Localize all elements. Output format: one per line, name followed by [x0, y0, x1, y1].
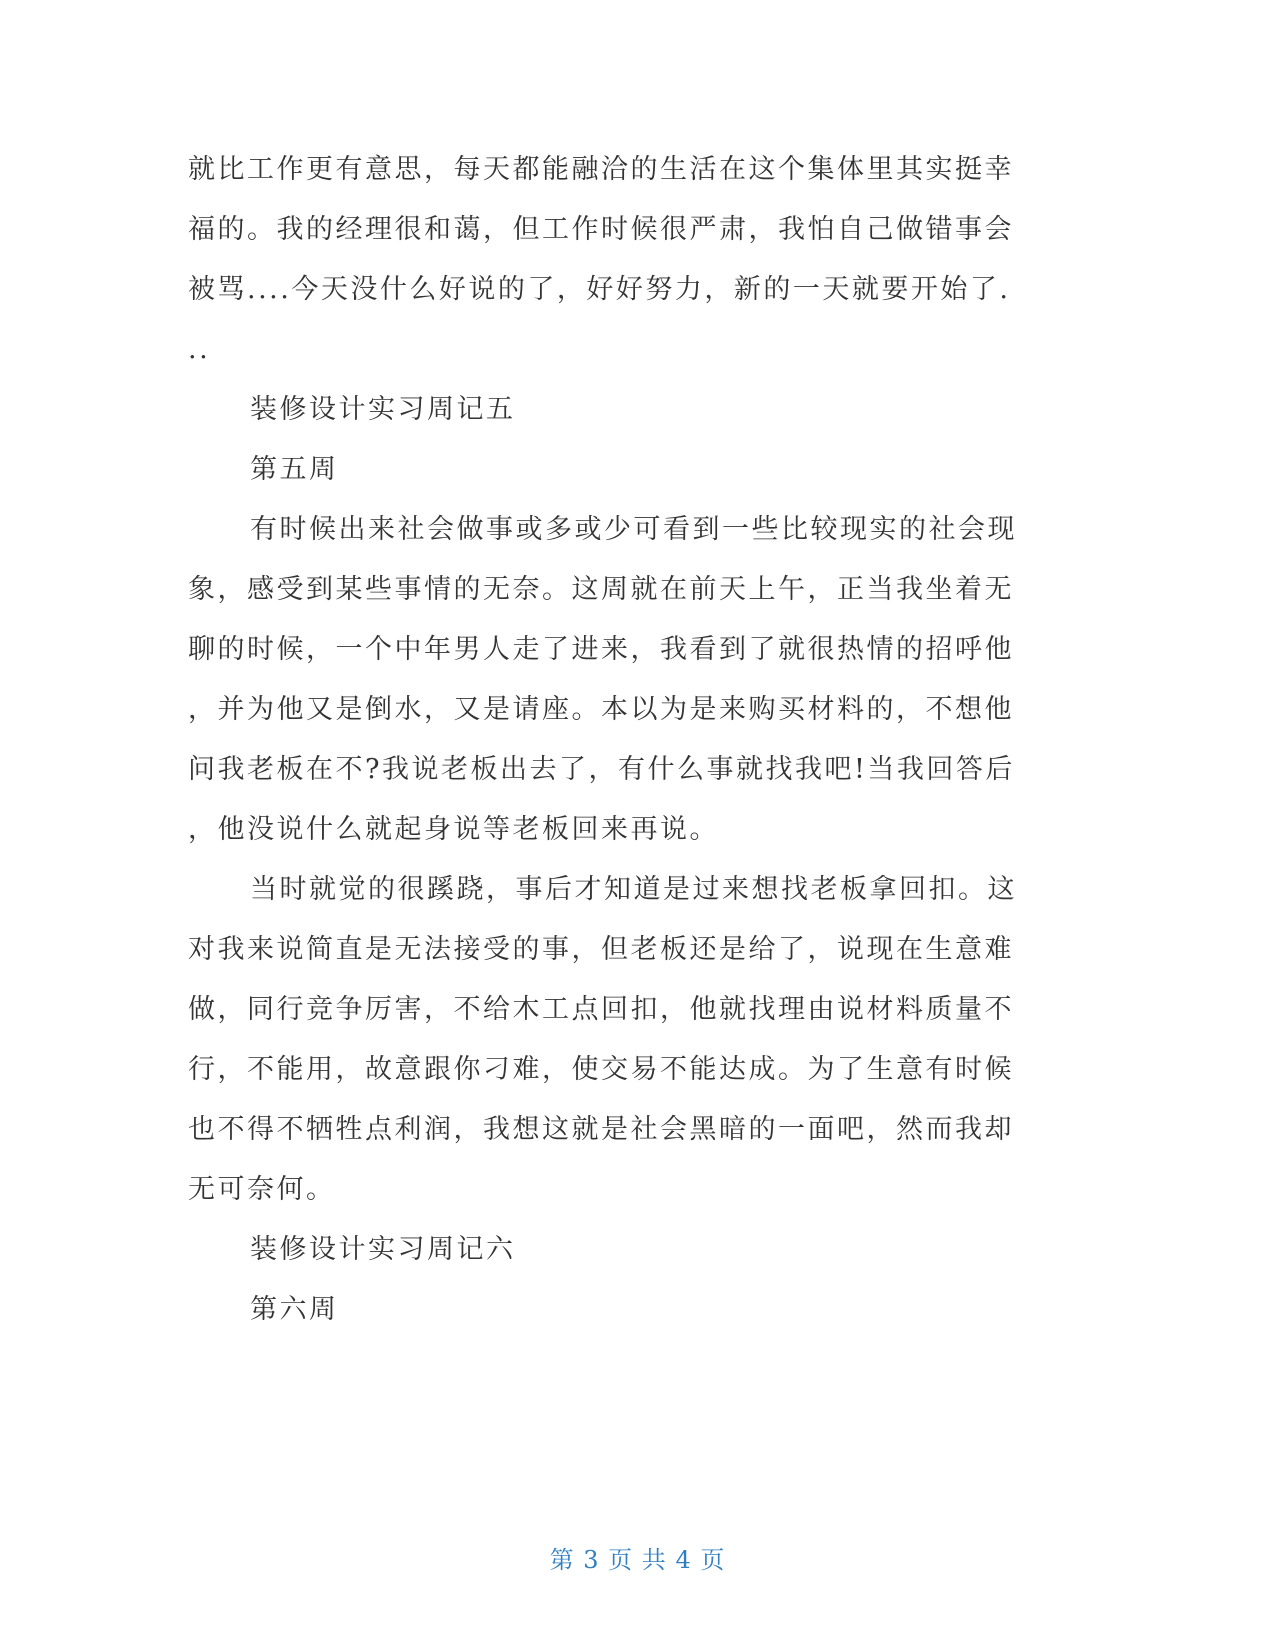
- body-line: 也不得不牺牲点利润，我想这就是社会黑暗的一面吧，然而我却: [188, 1114, 1014, 1145]
- paragraph-start-line: 有时候出来社会做事或多或少可看到一些比较现实的社会现: [250, 514, 1017, 545]
- paragraph-start-line: 当时就觉的很蹊跷，事后才知道是过来想找老板拿回扣。这: [250, 874, 1017, 905]
- body-line: ，他没说什么就起身说等老板回来再说。: [188, 814, 719, 845]
- body-line: 就比工作更有意思，每天都能融洽的生活在这个集体里其实挺幸: [188, 154, 1014, 185]
- body-line: ..: [188, 334, 211, 365]
- body-line: 对我来说简直是无法接受的事，但老板还是给了，说现在生意难: [188, 934, 1014, 965]
- body-line: 被骂....今天没什么好说的了，好好努力，新的一天就要开始了.: [188, 274, 1011, 305]
- body-line: 聊的时候，一个中年男人走了进来，我看到了就很热情的招呼他: [188, 634, 1014, 665]
- body-line: 做，同行竞争厉害，不给木工点回扣，他就找理由说材料质量不: [188, 994, 1014, 1025]
- week-heading: 第五周: [250, 454, 339, 485]
- body-line: 福的。我的经理很和蔼，但工作时候很严肃，我怕自己做错事会: [188, 214, 1014, 245]
- week-heading: 第六周: [250, 1294, 339, 1325]
- body-line: ，并为他又是倒水，又是请座。本以为是来购买材料的，不想他: [188, 694, 1014, 725]
- body-line: 无可奈何。: [188, 1174, 336, 1205]
- document-body: [188, 140, 1058, 1340]
- section-title: 装修设计实习周记五: [250, 394, 516, 425]
- body-line: 行，不能用，故意跟你刁难，使交易不能达成。为了生意有时候: [188, 1054, 1014, 1085]
- body-line: 问我老板在不?我说老板出去了，有什么事就找我吧!当我回答后: [188, 754, 1015, 785]
- page-number-footer: 第 3 页 共 4 页: [549, 1546, 726, 1574]
- section-title: 装修设计实习周记六: [250, 1234, 516, 1265]
- body-line: 象，感受到某些事情的无奈。这周就在前天上午，正当我坐着无: [188, 574, 1014, 605]
